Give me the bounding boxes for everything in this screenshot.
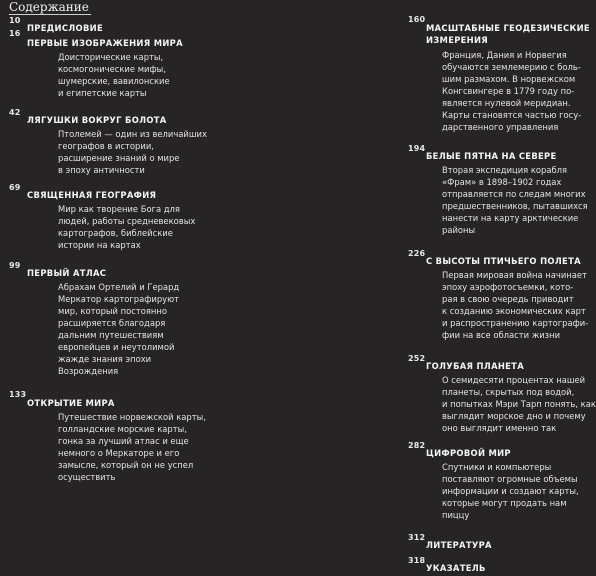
toc-entry-description-line: географов в истории, — [58, 141, 154, 151]
toc-entry-title-line: ПЕРВЫЙ АТЛАС — [27, 268, 107, 278]
toc-page-number: 282 — [408, 441, 426, 450]
toc-entry-description — [58, 51, 170, 99]
toc-entry-description-line: в эпоху античности — [58, 165, 145, 175]
toc-entry-description-line: Конгсвингере в 1779 году по- — [442, 86, 575, 96]
toc-page-number: 312 — [408, 533, 426, 542]
toc-entry-description-line: мир, который постоянно — [58, 306, 167, 316]
toc-entry-description-line: обучаются землемерию с боль- — [442, 62, 581, 72]
toc-entry-description-line: которые могут продать нам — [442, 498, 567, 508]
toc-entry-description-line: европейцев и неутолимой — [58, 342, 175, 352]
toc-entry-title-line: ЛЯГУШКИ ВОКРУГ БОЛОТА — [27, 115, 167, 125]
toc-entry-description-line: гонка за лучший атлас и еще — [58, 436, 189, 446]
toc-entry-title[interactable] — [426, 22, 590, 46]
toc-entry-description-line: дальним путешествиям — [58, 330, 164, 340]
toc-entry-title[interactable] — [426, 562, 486, 574]
toc-entry-description-line: предшественников, пытавшихся — [442, 201, 588, 211]
toc-entry-description — [58, 281, 179, 377]
toc-page-number: 16 — [9, 29, 21, 38]
toc-entry-description-line: Франция, Дания и Норвегия — [442, 50, 567, 60]
toc-entry-description-line: Птолемей — один из величайших — [58, 129, 207, 139]
toc-entry-description-line: Спутники и компьютеры — [442, 462, 552, 472]
toc-entry-description-line: людей, работы средневековых — [58, 216, 196, 226]
toc-entry-description-line: районы — [442, 225, 476, 235]
toc-entry-title[interactable] — [426, 150, 557, 162]
toc-entry-description-line: выглядит морское дно и почему — [442, 411, 586, 421]
toc-page-number: 69 — [9, 183, 21, 192]
toc-entry-description-line: «Фрам» в 1898–1902 годах — [442, 177, 562, 187]
toc-entry-description-line: шим размахом. В норвежском — [442, 74, 576, 84]
toc-entry-description-line: расширение знаний о мире — [58, 153, 180, 163]
toc-entry-description-line: замысле, который он не успел — [58, 460, 194, 470]
toc-entry-description-line: Путешествие норвежской карты, — [58, 412, 206, 422]
toc-entry-description-line: информации и создают карты, — [442, 486, 579, 496]
toc-entry-description-line: шумерские, вавилонские — [58, 76, 170, 86]
toc-entry-description-line: и египетские карты — [58, 88, 147, 98]
toc-entry-description-line: и попытках Мэри Тарп понять, как — [442, 399, 596, 409]
toc-page-number: 160 — [408, 15, 426, 24]
toc-entry-description — [58, 203, 195, 251]
toc-entry-description — [442, 374, 596, 434]
toc-entry-description — [58, 128, 207, 176]
toc-entry-description-line: Доисторические карты, — [58, 52, 164, 62]
toc-entry-title[interactable] — [426, 539, 492, 551]
toc-entry-description-line: и распространению картографи- — [442, 318, 589, 328]
toc-entry-title[interactable] — [426, 447, 511, 459]
toc-entry-description — [442, 461, 579, 521]
toc-entry-title[interactable] — [27, 267, 106, 279]
toc-entry-title[interactable] — [27, 37, 183, 49]
toc-entry-description-line: голландские морские карты, — [58, 424, 187, 434]
toc-entry-title-line: С ВЫСОТЫ ПТИЧЬЕГО ПОЛЕТА — [426, 256, 581, 266]
toc-entry-description-line: осуществить — [58, 472, 116, 482]
toc-entry-title-line: ПЕРВЫЕ ИЗОБРАЖЕНИЯ МИРА — [27, 38, 183, 48]
toc-page-number: 194 — [408, 144, 426, 153]
toc-entry-title[interactable] — [27, 22, 103, 34]
toc-entry-description-line: пиццу — [442, 510, 470, 520]
toc-entry-description-line: немного о Меркаторе и его — [58, 448, 180, 458]
toc-entry-description-line: картографов, библейские — [58, 228, 173, 238]
toc-entry-title-line: ПРЕДИСЛОВИЕ — [27, 23, 103, 33]
toc-entry-description-line: космогонические мифы, — [58, 64, 166, 74]
toc-entry-title[interactable] — [27, 189, 156, 201]
toc-entry-title-line: ГОЛУБАЯ ПЛАНЕТА — [426, 361, 524, 371]
toc-entry-description-line: О семидесяти процентах нашей — [442, 375, 586, 385]
toc-entry-description-line: рая в свою очередь приводит — [442, 294, 574, 304]
toc-entry-description-line: нанести на карту арктические — [442, 213, 579, 223]
toc-entry-description-line: планеты, скрытых под водой, — [442, 387, 575, 397]
toc-entry-title-line: УКАЗАТЕЛЬ — [426, 563, 486, 573]
toc-page-number: 226 — [408, 249, 426, 258]
toc-page-number: 252 — [408, 354, 426, 363]
toc-entry-description-line: расширяется благодаря — [58, 318, 166, 328]
toc-entry-description-line: Меркатор картографируют — [58, 294, 180, 304]
toc-entry-description — [442, 49, 581, 133]
toc-entry-title-line: ЛИТЕРАТУРА — [426, 540, 492, 550]
toc-entry-description — [442, 269, 588, 341]
toc-entry-description-line: дарственного управления — [442, 122, 559, 132]
toc-page-number: 42 — [9, 108, 21, 117]
toc-entry-description — [442, 164, 588, 236]
toc-entry-title-line: СВЯЩЕННАЯ ГЕОГРАФИЯ — [27, 190, 157, 200]
toc-entry-title-line: ЦИФРОВОЙ МИР — [426, 448, 511, 458]
toc-page-number: 99 — [9, 261, 21, 270]
toc-entry-title[interactable] — [27, 397, 115, 409]
toc-entry-description-line: отправляется по следам многих — [442, 189, 586, 199]
toc-entry-description-line: Мир как творение Бога для — [58, 204, 180, 214]
toc-entry-description-line: истории на картах — [58, 240, 141, 250]
toc-entry-description-line: является нулевой меридиан. — [442, 98, 571, 108]
toc-page-number: 318 — [408, 556, 426, 565]
toc-entry-description-line: Карты становятся частью госу- — [442, 110, 582, 120]
toc-entry-description-line: фии на все области жизни — [442, 330, 561, 340]
toc-entry-description — [58, 411, 206, 483]
toc-entry-title[interactable] — [426, 255, 581, 267]
toc-entry-description-line: жажде знания эпохи — [58, 354, 152, 364]
toc-entry-description-line: Первая мировая война начинает — [442, 270, 587, 280]
toc-entry-title[interactable] — [27, 114, 167, 126]
toc-entry-description-line: к созданию экономических карт — [442, 306, 586, 316]
toc-entry-title[interactable] — [426, 360, 524, 372]
toc-page-number: 133 — [9, 390, 27, 399]
toc-entry-description-line: эпоху аэрофотосъемки, кото- — [442, 282, 574, 292]
toc-entry-description-line: Вторая экспедиция корабля — [442, 165, 568, 175]
toc-entry-title-line: БЕЛЫЕ ПЯТНА НА СЕВЕРЕ — [426, 151, 557, 161]
toc-entry-title-line: ИЗМЕРЕНИЯ — [426, 35, 489, 45]
toc-entry-title-line: МАСШТАБНЫЕ ГЕОДЕЗИЧЕСКИЕ — [426, 23, 590, 33]
toc-entry-description-line: Абрахам Ортелий и Герард — [58, 282, 180, 292]
toc-entry-description-line: Возрождения — [58, 366, 119, 376]
toc-entry-description-line: оно выглядит именно так — [442, 423, 557, 433]
toc-entry-description-line: поставляют огромные объемы — [442, 474, 578, 484]
toc-page-number: 10 — [9, 16, 21, 25]
toc-entry-title-line: ОТКРЫТИЕ МИРА — [27, 398, 115, 408]
page-title: Содержание — [9, 0, 89, 14]
